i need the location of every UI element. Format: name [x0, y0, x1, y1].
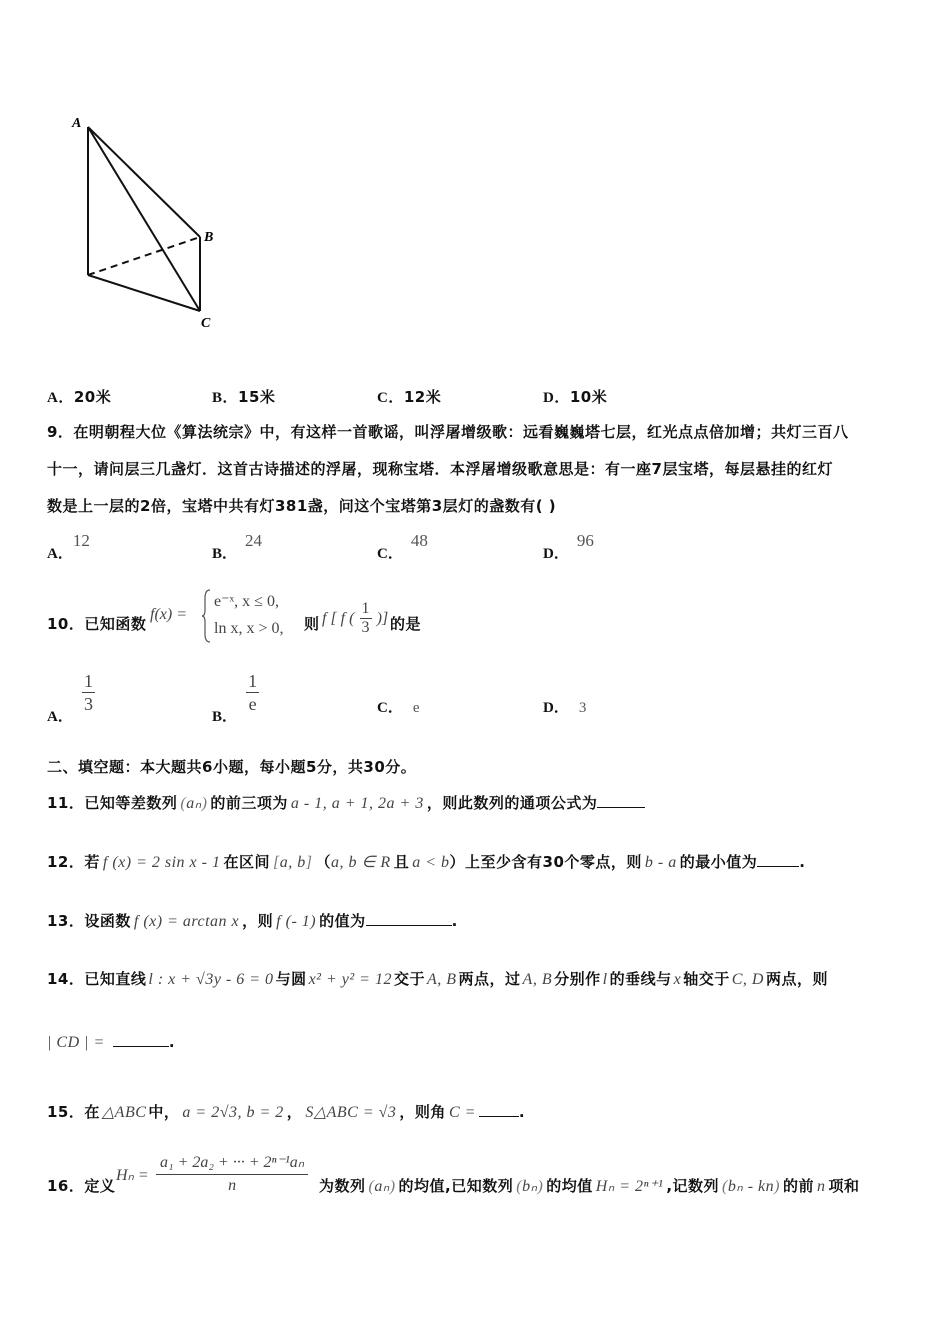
- label-A: A: [72, 116, 82, 131]
- q12-end: .: [799, 853, 806, 871]
- q10-option-d: [543, 696, 586, 717]
- q13-value: f (- 1): [276, 913, 317, 930]
- option-fraction: [82, 670, 95, 715]
- q12-interval: [a, b]: [273, 854, 313, 871]
- interval: a, b: [279, 854, 306, 871]
- q15-given: a = 2√3, b = 2: [182, 1104, 284, 1121]
- option-letter: C．: [377, 700, 403, 716]
- q14-points-2: A, B: [522, 971, 553, 988]
- q9-option-a: [47, 530, 90, 562]
- q12: [47, 851, 805, 872]
- option-text: 20米: [73, 388, 112, 406]
- q16-fraction: [156, 1152, 308, 1197]
- q16-seq-a: (aₙ): [368, 1178, 396, 1195]
- q16-text-4: 的均值: [546, 1177, 593, 1195]
- option-letter: D．: [543, 546, 569, 562]
- q16-seq-bk: (bₙ - kn): [722, 1178, 780, 1195]
- q11-text-1: 11．已知等差数列: [47, 794, 178, 812]
- q14-text-7: 轴交于: [683, 970, 730, 988]
- geometry-figure: [60, 105, 240, 335]
- denominator: e: [248, 694, 257, 714]
- q12-condition-2: a < b: [412, 854, 450, 871]
- expr-left: f [ f (: [322, 610, 355, 627]
- q13-text-2: ，则: [242, 912, 274, 930]
- numerator: 1: [83, 671, 93, 691]
- q15: [47, 1101, 525, 1122]
- option-text: 10米: [569, 388, 608, 406]
- q8-option-b: [212, 386, 275, 407]
- q12-text-4: 的最小值为: [679, 853, 758, 871]
- q10-brace: [202, 588, 212, 644]
- q14-points-3: C, D: [731, 971, 764, 988]
- q14-x: x: [673, 971, 682, 988]
- q12-text-1: 12．若: [47, 853, 100, 871]
- q12-text-3b: 且: [393, 853, 410, 871]
- q16-H-value: Hₙ = 2ⁿ⁺¹: [595, 1178, 664, 1195]
- option-letter: A．: [47, 390, 74, 406]
- q10-prefix: 10．已知函数: [47, 615, 147, 633]
- q11-terms: a - 1, a + 1, 2a + 3: [290, 795, 424, 812]
- option-value: 96: [576, 531, 594, 550]
- section-heading: 二、填空题：本大题共6小题，每小题5分，共30分。: [47, 758, 417, 776]
- q12-function: f (x) = 2 sin x - 1: [102, 854, 221, 871]
- q10-expression: [322, 600, 388, 637]
- option-letter: B．: [212, 546, 238, 562]
- denominator: n: [228, 1177, 237, 1194]
- answer-blank[interactable]: [597, 793, 645, 808]
- option-text: 15米: [238, 388, 276, 406]
- answer-blank[interactable]: [479, 1102, 519, 1117]
- label-C: C: [201, 316, 211, 331]
- q14-answer-line: [47, 1032, 175, 1052]
- q12-text-2: 在区间: [223, 853, 270, 871]
- option-fraction: [246, 670, 259, 715]
- answer-blank[interactable]: [757, 852, 799, 867]
- q16-H: Hₙ =: [116, 1167, 149, 1184]
- q14-text-2: 与圆: [275, 970, 307, 988]
- q12-text-3a: （: [315, 853, 331, 871]
- q15-text-4: ，则角: [399, 1103, 446, 1121]
- edge-A-C: [88, 127, 200, 311]
- q9-option-c: [377, 530, 428, 562]
- q12-difference: b - a: [644, 854, 677, 871]
- q11: [47, 792, 645, 813]
- q11-text-2: 的前三项为: [210, 794, 288, 812]
- q11-sequence: (aₙ): [180, 795, 208, 812]
- edge-base-C: [88, 275, 200, 311]
- q13-function: f (x) = arctan x: [133, 913, 240, 930]
- q16-text-3: 的均值,已知数列: [398, 1177, 514, 1195]
- option-value: 12: [72, 531, 90, 550]
- q14-text-5: 分别作: [554, 970, 601, 988]
- q10-option-b: [212, 670, 259, 725]
- q16-seq-b: (bₙ): [516, 1178, 544, 1195]
- q9-line-1: 9．在明朝程大位《算法统宗》中，有这样一首歌谣，叫浮屠增级歌：远看巍巍塔七层，红光点点倍加增；共灯三百八: [47, 423, 849, 441]
- q8-option-c: [377, 386, 441, 407]
- q13-text-1: 13．设函数: [47, 912, 131, 930]
- option-letter: C．: [377, 546, 403, 562]
- answer-blank[interactable]: [366, 911, 452, 926]
- seq: bₙ - kn: [727, 1178, 775, 1195]
- q15-text-1: 15．在: [47, 1103, 100, 1121]
- q9-option-b: [212, 530, 263, 562]
- q10-option-a: [47, 670, 95, 725]
- numerator: 1: [361, 600, 370, 617]
- q10-case-2: ln x, x > 0,: [214, 620, 284, 637]
- q9-option-d: [543, 530, 594, 562]
- q16-text-5: ,记数列: [666, 1177, 720, 1195]
- q13: [47, 910, 458, 931]
- q15-angle: C =: [448, 1104, 476, 1121]
- q16-text-1: 16．定义: [47, 1177, 116, 1195]
- q15-triangle: △ABC: [101, 1104, 147, 1121]
- q10-suffix: 的是: [390, 615, 422, 633]
- q14-circle-equation: x² + y² = 12: [308, 971, 392, 988]
- option-letter: D．: [543, 700, 569, 716]
- option-letter: B．: [212, 709, 238, 725]
- expr-right: )]: [376, 610, 389, 627]
- q14-text-1: 14．已知直线: [47, 970, 147, 988]
- option-letter: D．: [543, 390, 570, 406]
- option-value: e: [412, 700, 420, 716]
- label-B: B: [204, 230, 214, 245]
- q14-l: l: [602, 971, 608, 988]
- option-text: 12米: [403, 388, 442, 406]
- q12-condition-1: a, b ∈ R: [330, 854, 391, 871]
- seq: aₙ: [186, 795, 202, 812]
- q10-fx: f(x) =: [150, 606, 187, 623]
- q16-text-7: 项和: [828, 1177, 860, 1195]
- option-value: 3: [578, 700, 587, 716]
- q16-text-6: 的前: [782, 1177, 814, 1195]
- option-letter: A．: [47, 709, 73, 725]
- q14-text-4: 两点，过: [458, 970, 521, 988]
- q16-text-2: 为数列: [319, 1177, 366, 1195]
- q8-option-a: [47, 386, 111, 407]
- q8-option-d: [543, 386, 607, 407]
- option-letter: B．: [212, 390, 239, 406]
- q15-text-3: ，: [286, 1103, 303, 1121]
- q11-text-3: ，则此数列的通项公式为: [426, 794, 598, 812]
- fraction: [156, 1152, 308, 1197]
- option-value: 24: [245, 531, 263, 550]
- seq: bₙ: [522, 1178, 538, 1195]
- q14-end: .: [168, 1033, 176, 1051]
- seq: aₙ: [374, 1178, 390, 1195]
- q14-line-equation: l : x + √3y - 6 = 0: [148, 971, 274, 988]
- q10-case-1: e⁻ˣ, x ≤ 0,: [214, 593, 279, 610]
- q13-end: .: [451, 912, 458, 930]
- denominator: 3: [83, 694, 93, 714]
- q16-rest: [319, 1175, 860, 1196]
- q14-text-3: 交于: [393, 970, 425, 988]
- numerator: a₁ + 2a₂ + ··· + 2ⁿ⁻¹aₙ: [156, 1152, 308, 1175]
- q10-option-c: [377, 696, 420, 717]
- q10-mid: 则: [304, 615, 320, 633]
- q12-text-3c: ）上至少含有30个零点，则: [449, 853, 642, 871]
- q15-text-2: 中，: [148, 1103, 180, 1121]
- q9-line-3: 数是上一层的2倍，宝塔中共有灯381盏，问这个宝塔第3层灯的盏数有( ): [47, 497, 557, 515]
- q16-n: n: [817, 1178, 826, 1195]
- expr-fraction: [360, 600, 372, 637]
- q13-text-3: 的值为: [319, 912, 366, 930]
- q9-line-2: 十一，请问层三几盏灯．这首古诗描述的浮屠，现称宝塔．本浮屠增级歌意思是：有一座7层宝塔，每层悬挂的红灯: [47, 460, 833, 478]
- edge-base-B-dashed: [88, 237, 200, 275]
- q14-cd: | CD | =: [47, 1034, 105, 1051]
- q14-text-8: 两点，则: [765, 970, 828, 988]
- q15-area: S△ABC = √3: [305, 1104, 397, 1121]
- option-letter: C．: [377, 390, 404, 406]
- option-letter: A．: [47, 546, 73, 562]
- option-value: 48: [410, 531, 428, 550]
- q14-points-1: A, B: [426, 971, 457, 988]
- q14: [47, 968, 828, 989]
- q14-text-6: 的垂线与: [609, 970, 672, 988]
- q15-end: .: [518, 1103, 526, 1121]
- numerator: 1: [248, 671, 258, 691]
- denominator: 3: [361, 619, 370, 636]
- answer-blank[interactable]: [113, 1032, 169, 1047]
